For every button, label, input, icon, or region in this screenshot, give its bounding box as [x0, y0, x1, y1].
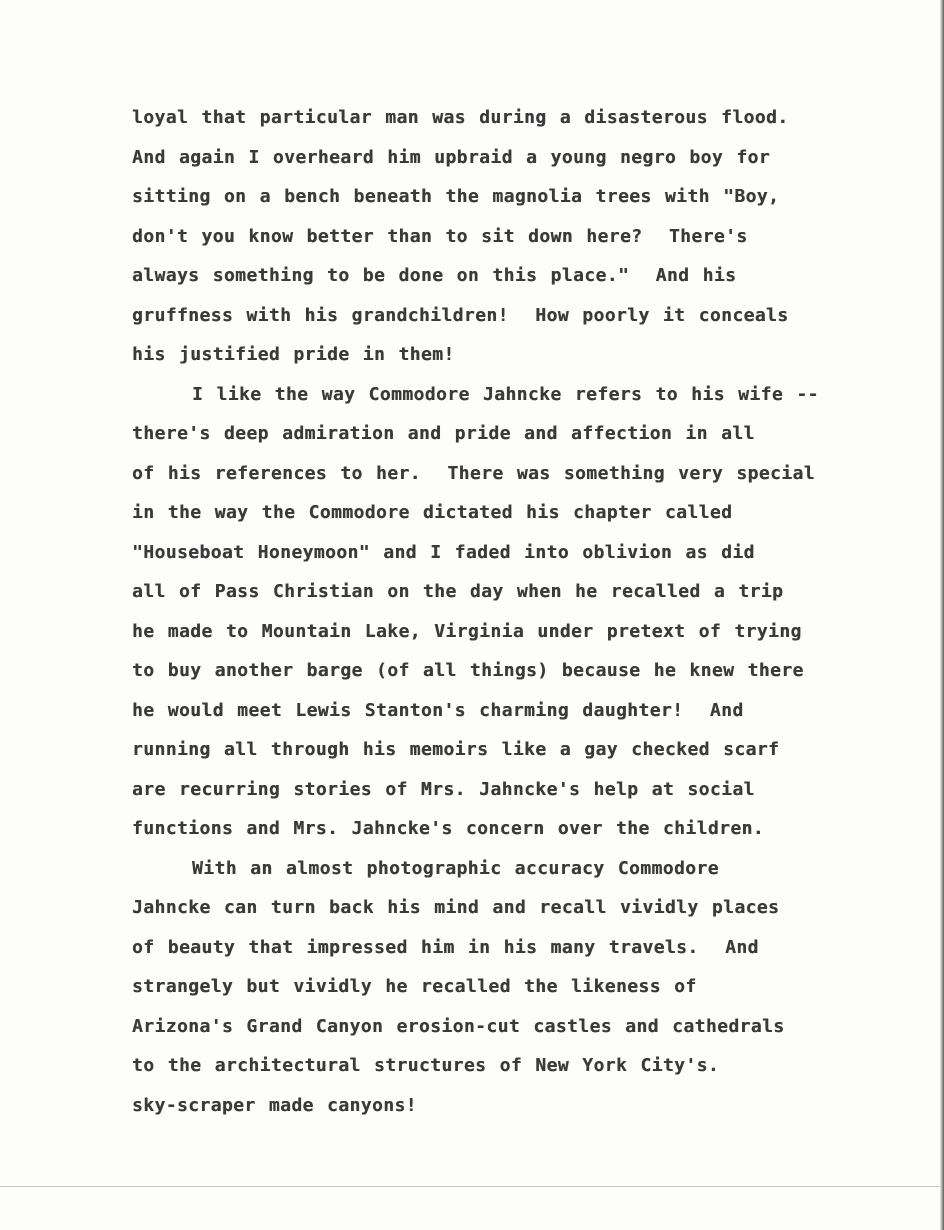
text-line: his justified pride in them! [132, 344, 455, 365]
text-line: "Houseboat Honeymoon" and I faded into oblivion as did [132, 541, 755, 563]
scan-right-edge [940, 0, 944, 1230]
text-line: functions and Mrs. Jahncke's concern over the children. [132, 818, 765, 839]
paragraph-start-line: With an almost photographic accuracy Commodore [192, 857, 719, 879]
text-line: are recurring stories of Mrs. Jahncke's help at social [132, 778, 755, 800]
text-line: he would meet Lewis Stanton's charming daughter! And [132, 699, 744, 721]
paragraph-start-line: I like the way Commodore Jahncke refers to his wife -- [192, 383, 819, 405]
text-line: all of Pass Christian on the day when he recalled a trip [132, 581, 784, 602]
text-line: Jahncke can turn back his mind and recall vividly places [132, 897, 780, 918]
text-line: running all through his memoirs like a gay checked scarf [132, 739, 780, 760]
text-line: of beauty that impressed him in his many travels. And [132, 936, 759, 958]
text-line: don't you know better than to sit down here? There's [132, 225, 748, 247]
text-line: to buy another barge (of all things) because he knew there [132, 660, 804, 681]
text-line: always something to be done on this place." And his [132, 265, 737, 286]
text-line: in the way the Commodore dictated his chapter called [132, 502, 733, 523]
scan-bottom-edge [0, 1186, 940, 1187]
text-line: he made to Mountain Lake, Virginia under pretext of trying [132, 620, 802, 642]
typescript-body [132, 98, 832, 1125]
text-line: there's deep admiration and pride and affection in all [132, 423, 755, 444]
text-line: Arizona's Grand Canyon erosion-cut castles and cathedrals [132, 1015, 785, 1037]
text-line: And again I overheard him upbraid a young negro boy for [132, 146, 771, 168]
text-line: of his references to her. There was something very special [132, 462, 815, 484]
text-line: sitting on a bench beneath the magnolia trees with "Boy, [132, 186, 780, 207]
text-line: loyal that particular man was during a disasterous flood. [132, 107, 789, 128]
text-line: to the architectural structures of New York City's. [132, 1055, 720, 1076]
text-line: strangely but vividly he recalled the likeness of [132, 976, 697, 997]
text-line: gruffness with his grandchildren! How poorly it conceals [132, 304, 789, 326]
text-line: sky-scraper made canyons! [132, 1094, 417, 1116]
